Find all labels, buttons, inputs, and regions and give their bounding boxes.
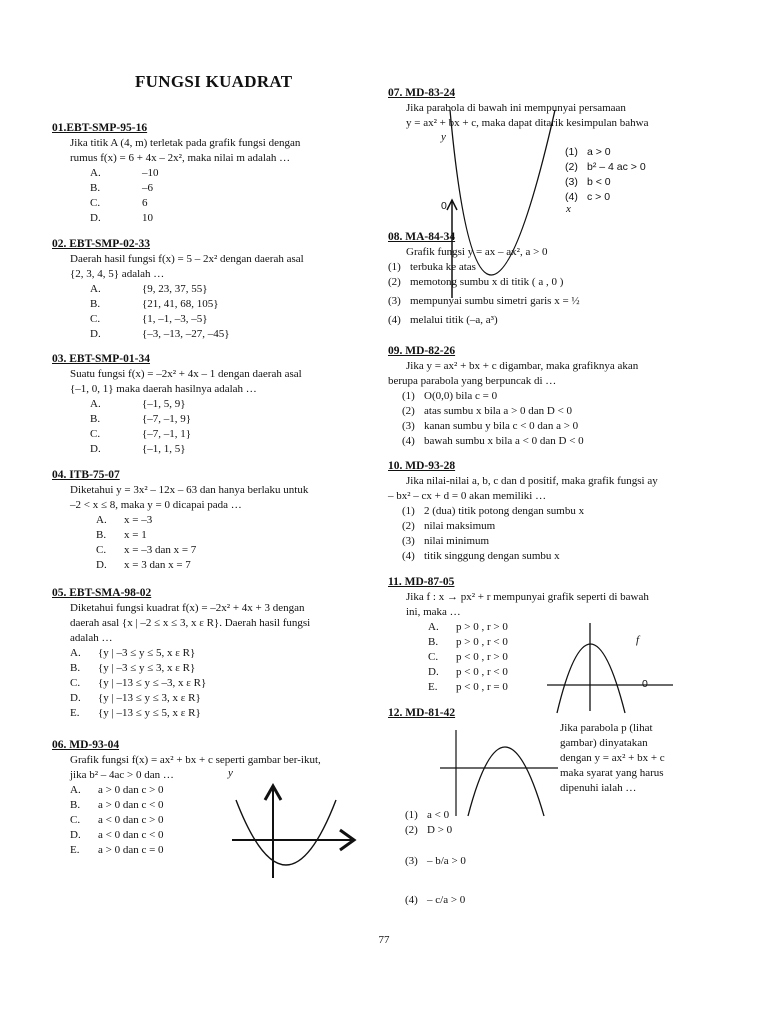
option: B. {y | –3 ≤ y ≤ 3, x ε R} [70,662,196,674]
question-text-line: Diketahui y = 3x² – 12x – 63 dan hanya berlaku untuk [70,484,309,496]
question-text-line: Grafik fungsi y = ax – ax², a > 0 [406,246,548,258]
question-text-line: daerah asal {x | –2 ≤ x ≤ 3, x ε R}. Daerah hasil fungsi [70,617,311,629]
question-09 [388,344,700,449]
option: D. {–3, –13, –27, –45} [90,328,230,340]
question-text-line: Grafik fungsi f(x) = ax² + bx + c seperti gambar ber-ikut, [70,754,321,766]
graph-11-origin-label: 0 [642,678,648,690]
list-item: (3) mempunyai sumbu simetri garis x = ½ [388,295,580,307]
question-03 [52,352,372,457]
question-text-line: Jika y = ax² + bx + c digambar, maka grafiknya akan [406,360,639,372]
graph-11-f-label: f [636,634,640,646]
list-item: (4) melalui titik (–a, a³) [388,314,498,326]
graph-12-parabola [468,747,544,816]
list-item: (2) D > 0 [405,824,453,836]
graph-06-y-label: y [228,767,233,779]
option: D. 10 [90,212,153,224]
list-item: (2) atas sumbu x bila a > 0 dan D < 0 [402,405,573,417]
option: C. {y | –13 ≤ y ≤ –3, x ε R} [70,677,207,689]
option: E. a > 0 dan c = 0 [70,844,164,856]
option: C. p < 0 , r > 0 [428,651,508,663]
option: A. {9, 23, 37, 55} [90,283,208,295]
question-text-line: rumus f(x) = 6 + 4x – 2x², maka nilai m adalah … [70,152,291,164]
list-item: (1) a < 0 [405,809,450,821]
graph-07-origin-label: 0 [441,200,447,212]
graph-07-x-label: x [566,203,571,215]
option: A. p > 0 , r > 0 [428,621,508,633]
question-12-items [405,808,555,908]
question-text-line: dengan y = ax² + bx + c [560,752,665,764]
graph-06-parabola [236,800,336,865]
question-text-line: dipenuhi ialah … [560,782,637,794]
option: B. x = 1 [96,529,147,541]
option: B. a > 0 dan c < 0 [70,799,164,811]
list-item: (4) titik singgung dengan sumbu x [402,550,560,562]
graph-11-parabola [557,644,625,713]
question-text-line: gambar) dinyatakan [560,737,648,749]
question-10 [388,459,700,564]
list-item: (4) – c/a > 0 [405,894,466,906]
question-text-line: –2 < x ≤ 8, maka y = 0 dicapai pada … [70,499,242,511]
question-05 [52,586,372,721]
list-item: (3) – b/a > 0 [405,855,466,867]
question-text-line: Jika titik A (4, m) terletak pada grafik fungsi dengan [70,137,301,149]
question-head: 07. MD-83-24 [388,87,456,99]
graph-12 [440,728,560,818]
question-head: 10. MD-93-28 [388,460,456,472]
question-text-line: berupa parabola yang berpuncak di … [388,375,557,387]
question-text-line: {–1, 0, 1} maka daerah hasilnya adalah … [70,383,257,395]
question-text-line: y = ax² + bx + c, maka dapat ditarik kesimpulan bahwa [406,117,649,129]
option: E. {y | –13 ≤ y ≤ 5, x ε R} [70,707,201,719]
question-text-line: Diketahui fungsi kuadrat f(x) = –2x² + 4x + 3 dengan [70,602,305,614]
page-number: 77 [378,934,390,946]
option: C. x = –3 dan x = 7 [96,544,197,556]
list-item: (4) bawah sumbu x bila a < 0 dan D < 0 [402,435,584,447]
option: B. {–7, –1, 9} [90,413,192,425]
question-text-line: Jika parabola p (lihat [560,722,653,734]
question-02 [52,237,372,342]
option: B. {21, 41, 68, 105} [90,298,219,310]
question-text-line: ini, maka … [406,606,461,618]
option: A. a > 0 dan c > 0 [70,784,164,796]
question-head: 01.EBT-SMP-95-16 [52,122,148,134]
graph-06 [228,780,358,880]
question-text-line: Daerah hasil fungsi f(x) = 5 – 2x² dengan daerah asal [70,253,304,265]
question-text-line: maka syarat yang harus [560,767,664,779]
option: D. x = 3 dan x = 7 [96,559,191,571]
list-item: (2) memotong sumbu x di titik ( a , 0 ) [388,276,564,288]
question-text-line: Jika parabola di bawah ini mempunyai persamaan [406,102,626,114]
option: C. {1, –1, –3, –5} [90,313,208,325]
list-item: (1) O(0,0) bila c = 0 [402,390,498,402]
list-item: (2) nilai maksimum [402,520,496,532]
question-text-line: Jika f : x → px² + r mempunyai grafik seperti di bawah [406,591,649,603]
question-12 [388,706,455,721]
question-head: 04. ITB-75-07 [52,469,120,481]
option: D. p < 0 , r < 0 [428,666,508,678]
question-04 [52,468,372,573]
option: C. a < 0 dan c > 0 [70,814,164,826]
option: E. p < 0 , r = 0 [428,681,508,693]
question-text-line: adalah … [70,632,113,644]
page-title: FUNGSI KUADRAT [135,72,293,91]
option: A. –10 [90,167,159,179]
option: A. {–1, 5, 9} [90,398,186,410]
question-text-line: Suatu fungsi f(x) = –2x² + 4x – 1 dengan daerah asal [70,368,302,380]
question-head: 03. EBT-SMP-01-34 [52,353,150,365]
option: C. 6 [90,197,148,209]
question-12-text [560,721,720,796]
list-item: (3) nilai minimum [402,535,490,547]
list-item: (1) terbuka ke atas [388,261,476,273]
question-01 [52,121,372,226]
graph-07-y-label: y [441,131,446,143]
question-07-items: (1) a > 0 (2) b² – 4 ac > 0 (3) b < 0 (4) c > 0 [565,146,646,203]
question-text-line: {2, 3, 4, 5} adalah … [70,268,165,280]
option: A. {y | –3 ≤ y ≤ 5, x ε R} [70,647,196,659]
option: B. –6 [90,182,153,194]
question-08 [388,230,718,328]
option: D. a < 0 dan c < 0 [70,829,164,841]
question-head: 05. EBT-SMA-98-02 [52,587,152,599]
question-head: 12. MD-81-42 [388,707,456,719]
question-head: 06. MD-93-04 [52,739,120,751]
question-text-line: – bx² – cx + d = 0 akan memiliki … [388,490,547,502]
question-head: 09. MD-82-26 [388,345,456,357]
option: D. {–1, 1, 5} [90,443,186,455]
question-head: 08. MA-84-34 [388,231,456,243]
graph-11 [545,615,675,715]
option: A. x = –3 [96,514,153,526]
question-head: 02. EBT-SMP-02-33 [52,238,150,250]
option: D. {y | –13 ≤ y ≤ 3, x ε R} [70,692,201,704]
question-head: 11. MD-87-05 [388,576,455,588]
list-item: (3) kanan sumbu y bila c < 0 dan a > 0 [402,420,579,432]
question-text-line: Jika nilai-nilai a, b, c dan d positif, maka grafik fungsi ay [406,475,658,487]
option: C. {–7, –1, 1} [90,428,192,440]
option: B. p > 0 , r < 0 [428,636,508,648]
question-text-line: jika b² – 4ac > 0 dan … [70,769,174,781]
list-item: (1) 2 (dua) titik potong dengan sumbu x [402,505,585,517]
